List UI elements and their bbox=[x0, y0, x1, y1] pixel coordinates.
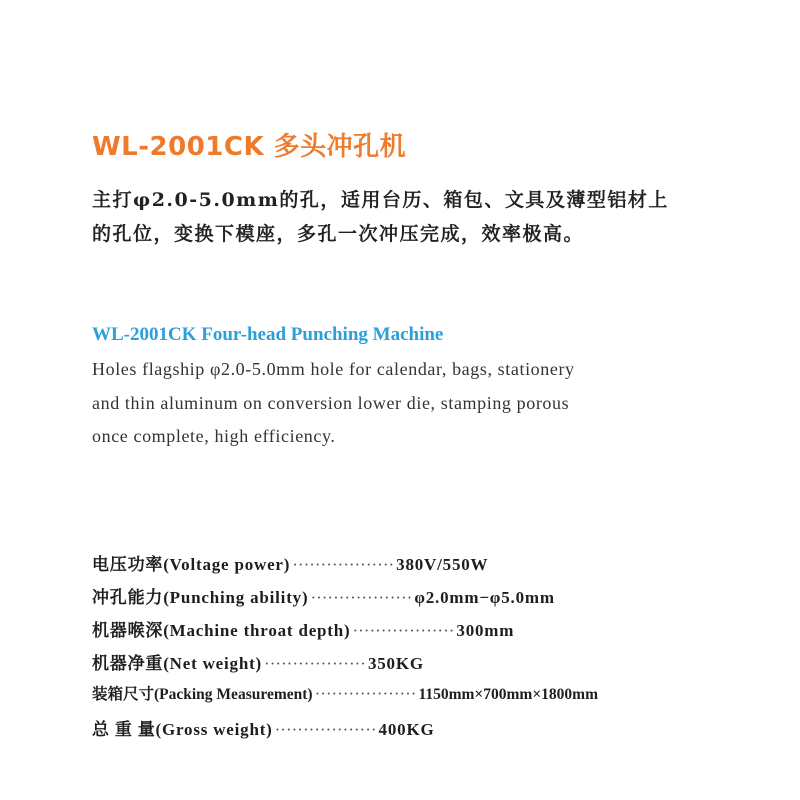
english-description-line: once complete, high efficiency. bbox=[92, 426, 336, 446]
spec-list bbox=[92, 550, 782, 748]
english-description-line: and thin aluminum on conversion lower die, stamping porous bbox=[92, 392, 570, 413]
english-description-line: Holes flagship φ2.0-5.0mm hole for calendar, bags, stationery bbox=[92, 359, 575, 379]
spec-row-voltage-power bbox=[92, 550, 782, 583]
spec-value: 380V/550W bbox=[396, 555, 489, 574]
spec-label: 装箱尺寸(Packing Measurement) bbox=[92, 686, 313, 703]
spec-value: φ2.0mm−φ5.0mm bbox=[414, 588, 555, 607]
spec-label: 电压功率(Voltage power) bbox=[92, 555, 291, 574]
spec-value: 300mm bbox=[456, 621, 515, 640]
spec-leader-dots: ·················· bbox=[292, 555, 395, 574]
spec-leader-dots: ·················· bbox=[314, 684, 417, 703]
spec-row-gross-weight bbox=[92, 715, 782, 748]
chinese-description-line: 主打φ2.0-5.0mm的孔，适用台历、箱包、文具及薄型铝材上 bbox=[92, 189, 669, 211]
spec-row-punching-ability bbox=[92, 583, 782, 616]
spec-leader-dots: ·················· bbox=[352, 621, 455, 640]
spec-value: 350KG bbox=[367, 654, 424, 673]
spec-label: 机器净重(Net weight) bbox=[92, 654, 263, 673]
spec-label: 总 重 量(Gross weight) bbox=[92, 720, 273, 739]
spec-row-machine-throat-depth bbox=[92, 616, 782, 649]
chinese-description bbox=[92, 183, 732, 251]
chinese-title: WL-2001CK 多头冲孔机 bbox=[92, 132, 407, 162]
english-title: WL-2001CK Four-head Punching Machine bbox=[92, 324, 444, 345]
spec-row-net-weight bbox=[92, 649, 782, 682]
spec-leader-dots: ·················· bbox=[274, 720, 377, 739]
spec-row-packing-measurement bbox=[92, 682, 782, 715]
spec-value: 1150mm×700mm×1800mm bbox=[418, 686, 598, 703]
spec-label: 冲孔能力(Punching ability) bbox=[92, 588, 309, 607]
spec-leader-dots: ·················· bbox=[264, 654, 366, 673]
spec-leader-dots: ·················· bbox=[310, 588, 413, 607]
chinese-description-line: 的孔位，变换下模座，多孔一次冲压完成，效率极高。 bbox=[92, 223, 585, 245]
english-description bbox=[92, 353, 732, 454]
spec-value: 400KG bbox=[378, 720, 435, 739]
spec-label: 机器喉深(Machine throat depth) bbox=[92, 621, 351, 640]
